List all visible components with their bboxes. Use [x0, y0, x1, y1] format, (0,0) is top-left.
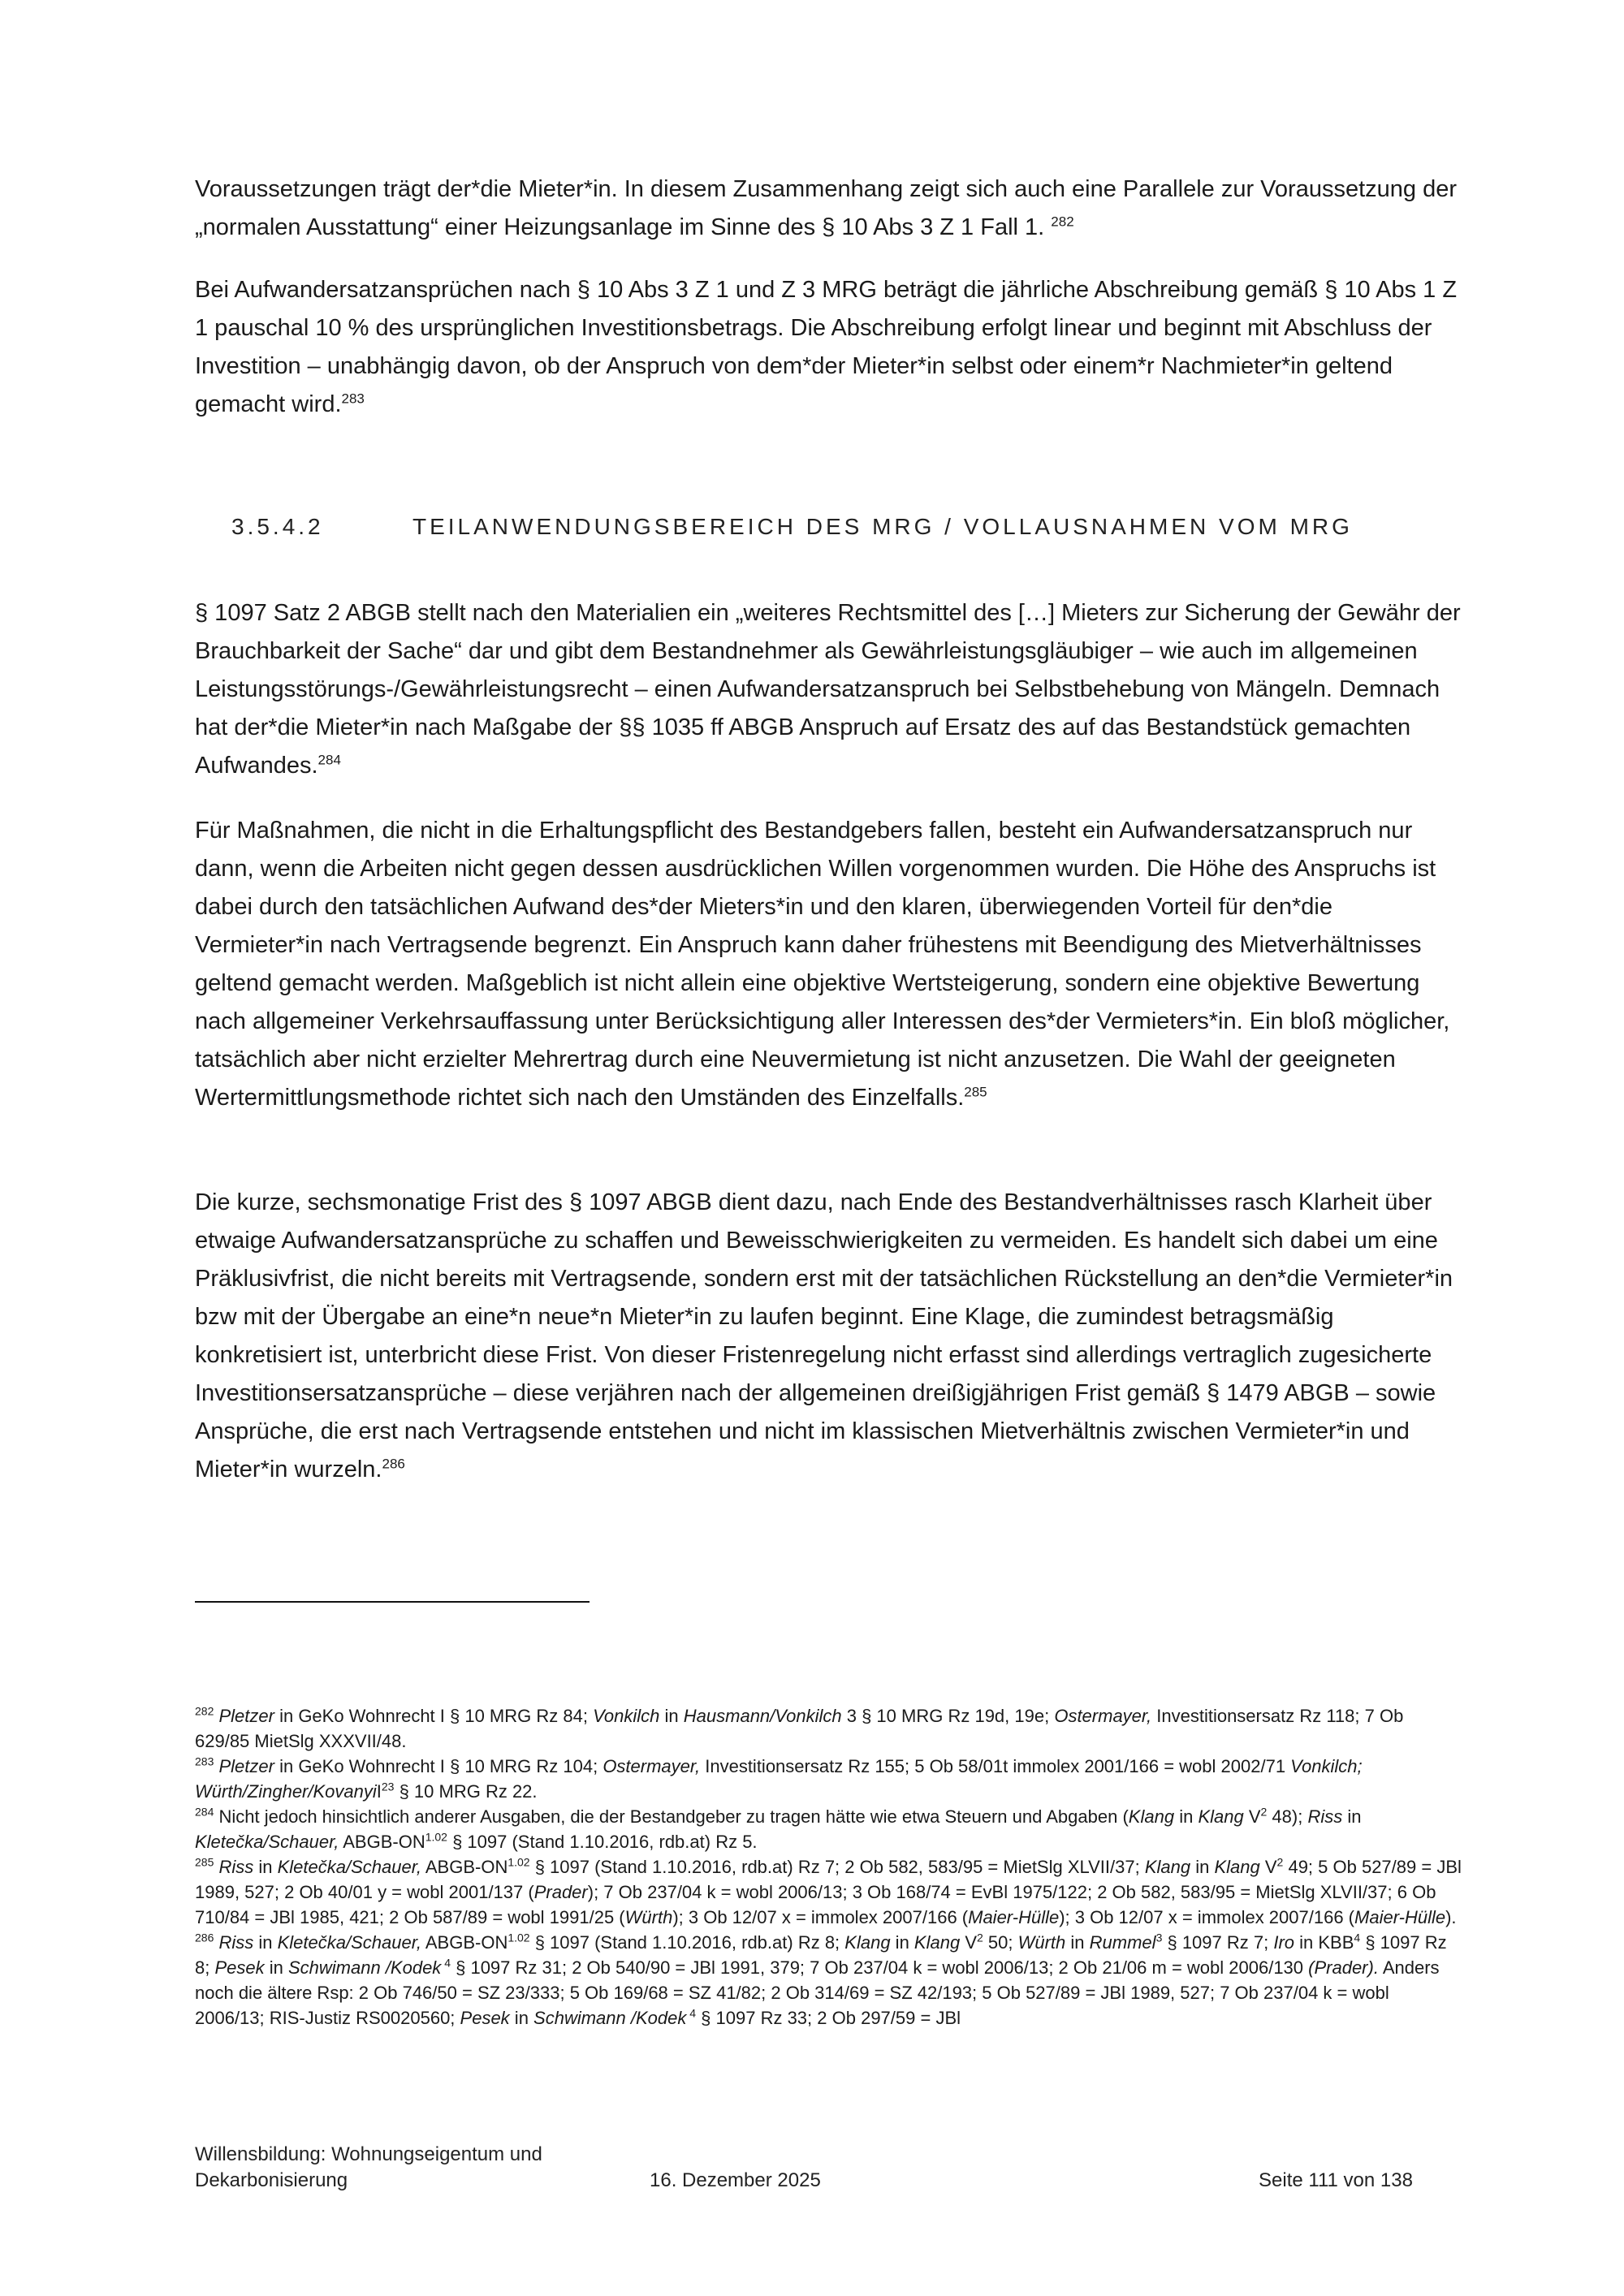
author: Klang: [1128, 1806, 1175, 1827]
citation-text: § 1097 (Stand 1.10.2016, rdb.at) Rz 7; 2 Ob 582, 583/95 = MietSlg XLVII/37;: [529, 1857, 1145, 1877]
citation-text: Investitionsersatz Rz 118; 7 Ob 629/85 MietSlg XXXVII/48.: [195, 1706, 1404, 1751]
citation-text: 48);: [1267, 1806, 1308, 1827]
author: Riss: [218, 1857, 254, 1877]
footnote-283: [195, 1754, 1462, 1804]
author: Klang: [844, 1932, 891, 1953]
work-title: Schwimann /Kodek: [533, 2008, 687, 2028]
author: Maier-Hülle: [1354, 1907, 1446, 1927]
citation-text: § 1097 Rz 7;: [1162, 1932, 1274, 1953]
paragraph-text: Bei Aufwandersatzansprüchen nach § 10 Abs 3 Z 1 und Z 3 MRG beträgt die jährliche Abschreibung gemäß § 10 Abs 1 Z 1 pauschal 10 % des ursprünglichen Investitionsbetrags. Die Abschreibung erfolgt linear und beginnt mit Abschluss der Investition – unabhängig davon, ob der Anspruch von dem*der Mieter*in selbst oder einem*r Nachmieter*in geltend gemacht wird.: [195, 277, 1458, 417]
footnote-ref[interactable]: 286: [382, 1456, 405, 1472]
citation-text: in: [253, 1932, 278, 1953]
footnotes: [195, 1703, 1462, 2031]
section-title: TEILANWENDUNGSBEREICH DES MRG / VOLLAUSNAHMEN VOM MRG: [412, 514, 1353, 539]
citation-text: § 1097 (Stand 1.10.2016, rdb.at) Rz 5.: [447, 1832, 758, 1852]
paragraph-2: [195, 271, 1462, 424]
footer-document-title: [195, 2142, 542, 2194]
paragraph-3: [195, 594, 1462, 785]
section-heading: [231, 514, 1449, 540]
citation-text: Anders noch die ältere Rsp: 2 Ob 746/50 = SZ 23/333; 5 Ob 169/68 = SZ 41/82; 2 Ob 314/69 = SZ 42/193; 5 Ob 527/89 = JBl 1989, 527; 7 Ob 237/04 k = wobl 2006/13; RIS-Justiz RS0020560;: [195, 1957, 1440, 2028]
paragraph-text: § 1097 Satz 2 ABGB stellt nach den Materialien ein „weiteres Rechtsmittel des […] Mieters zur Sicherung der Gewähr der Brauchbarkeit der Sache“ dar und gibt dem Bestandnehmer als Gewährleistungsgläubiger – wie auch im allgemeinen Leistungsstörungs-/Gewährleistungsrecht – einen Aufwandersatzanspruch bei Selbstbehebung von Mängeln. Demnach hat der*die Mieter*in nach Maßgabe der §§ 1035 ff ABGB Anspruch auf Ersatz des auf das Bestandstück gemachten Aufwandes.: [195, 600, 1461, 779]
footnote-284: [195, 1804, 1462, 1854]
citation-text: 50;: [983, 1932, 1018, 1953]
citation-text: V: [1259, 1857, 1277, 1877]
footnote-ref[interactable]: 284: [317, 752, 341, 768]
paragraph-4: [195, 812, 1462, 1117]
author: Pletzer: [218, 1756, 274, 1776]
author: Pesek: [214, 1957, 265, 1978]
author: Riss: [1307, 1806, 1343, 1827]
paragraph-text: Voraussetzungen trägt der*die Mieter*in. In diesem Zusammenhang zeigt sich auch eine Parallele zur Voraussetzung der „normalen Ausstattung“ einer Heizungsanlage im Sinne des § 10 Abs 3 Z 1 Fall 1.: [195, 176, 1457, 240]
footnote-ref[interactable]: 283: [341, 391, 365, 407]
citation-text: in GeKo Wohnrecht I § 10 MRG Rz 104;: [274, 1756, 603, 1776]
citation-text: in KBB: [1294, 1932, 1354, 1953]
work-title: Rummel: [1089, 1932, 1156, 1953]
citation-text: § 1097 Rz 33; 2 Ob 297/59 = JBl: [696, 2008, 961, 2028]
citation-text: ).: [1445, 1907, 1457, 1927]
citation-text: in: [1190, 1857, 1215, 1877]
author: Vonkilch; Würth/Zingher/Kovanyi: [195, 1756, 1363, 1802]
citation-text: § 1097 (Stand 1.10.2016, rdb.at) Rz 8;: [529, 1932, 845, 1953]
citation-text: V: [1243, 1806, 1261, 1827]
author: Prader: [533, 1882, 588, 1902]
citation-text: ABGB-ON: [339, 1832, 425, 1852]
footer-title-line: Dekarbonisierung: [195, 2169, 348, 2191]
section-number: 3.5.4.2: [231, 514, 324, 539]
author: Klang: [1144, 1857, 1191, 1877]
footnote-number: 286: [195, 1931, 214, 1944]
paragraph-text: Die kurze, sechsmonatige Frist des § 1097 ABGB dient dazu, nach Ende des Bestandverhältnisses rasch Klarheit über etwaige Aufwandersatzansprüche zu schaffen und Beweisschwierigkeiten zu vermeiden. Es handelt sich dabei um eine Präklusivfrist, die nicht bereits mit Vertragsende, sondern erst mit der tatsächlichen Rückstellung an den*die Vermieter*in bzw mit der Übergabe an eine*n neue*n Mieter*in zu laufen beginnt. Eine Klage, die zumindest betragsmäßig konkretisiert ist, unterbricht diese Frist. Von dieser Fristenregelung nicht erfasst sind allerdings vertraglich zugesicherte Investitionsersatzansprüche – diese verjähren nach der allgemeinen dreißigjährigen Frist gemäß § 1479 ABGB – sowie Ansprüche, die erst nach Vertragsende entstehen und nicht im klassischen Mietverhältnis zwischen Vermieter*in und Mieter*in wurzeln.: [195, 1189, 1453, 1482]
footer-title-line: Willensbildung: Wohnungseigentum und: [195, 2143, 542, 2165]
citation-text: § 1097 Rz 8;: [195, 1932, 1447, 1978]
edition-mark: 2: [977, 1931, 983, 1944]
author: Maier-Hülle: [968, 1907, 1060, 1927]
citation-text: § 1097 Rz 31; 2 Ob 540/90 = JBl 1991, 379; 7 Ob 237/04 k = wobl 2006/13; 2 Ob 21/06 m = wobl 2006/130: [451, 1957, 1309, 1978]
citation-text: ABGB-ON: [421, 1932, 508, 1953]
footnote-separator: [195, 1601, 590, 1603]
footnote-285: [195, 1854, 1462, 1930]
paragraph-1: [195, 170, 1462, 247]
work-title: Kletečka/Schauer,: [195, 1832, 339, 1852]
author: Pletzer: [218, 1706, 274, 1726]
footnote-number: 282: [195, 1704, 214, 1718]
citation-text: in: [890, 1932, 914, 1953]
edition-mark: 1.02: [508, 1855, 530, 1869]
footnote-number: 283: [195, 1754, 214, 1768]
citation-text: ); 7 Ob 237/04 k = wobl 2006/13; 3 Ob 168/74 = EvBl 1975/122; 2 Ob 582, 583/95 = MietSlg XLVII/37; 6 Ob 710/84 = JBl 1985, 421; 2 Ob 587/89 = wobl 1991/25 (: [195, 1882, 1436, 1927]
edition-mark: 2: [1260, 1805, 1268, 1819]
citation-text: ABGB-ON: [421, 1857, 508, 1877]
work-title: Klang: [1214, 1857, 1260, 1877]
footnote-ref[interactable]: 285: [964, 1084, 987, 1100]
citation-text: 49; 5 Ob 527/89 = JBl 1989, 527; 2 Ob 40/01 y = wobl 2001/137 (: [195, 1857, 1462, 1902]
footnote-282: [195, 1703, 1462, 1754]
citation-text: in: [264, 1957, 288, 1978]
edition-mark: 23: [381, 1780, 395, 1793]
edition-mark: 4: [1354, 1931, 1361, 1944]
author: (Prader).: [1308, 1957, 1379, 1978]
edition-mark: 2: [1276, 1855, 1284, 1869]
citation-text: in: [253, 1857, 278, 1877]
citation-text: 3 § 10 MRG Rz 19d, 19e;: [841, 1706, 1055, 1726]
edition-mark: 4: [441, 1956, 451, 1970]
citation-text: Investitionsersatz Rz 155; 5 Ob 58/01t immolex 2001/166 = wobl 2002/71: [700, 1756, 1291, 1776]
edition-mark: 1.02: [508, 1931, 530, 1944]
author: Iro: [1273, 1932, 1295, 1953]
edition-mark: 1.02: [425, 1830, 447, 1844]
author: Würth: [1017, 1932, 1066, 1953]
citation-text: § 10 MRG Rz 22.: [394, 1781, 538, 1802]
citation-text: ); 3 Ob 12/07 x = immolex 2007/166 (: [1059, 1907, 1355, 1927]
citation-text: in: [509, 2008, 534, 2028]
work-title: Klang: [914, 1932, 961, 1953]
work-title: Klang: [1198, 1806, 1244, 1827]
footnote-286: [195, 1930, 1462, 2031]
footnote-number: 284: [195, 1805, 214, 1819]
footnote-number: 285: [195, 1855, 214, 1869]
edition-mark: 3: [1155, 1931, 1163, 1944]
author: Würth: [624, 1907, 673, 1927]
footer-date: 16. Dezember 2025: [650, 2169, 821, 2191]
citation-text: ); 3 Ob 12/07 x = immolex 2007/166 (: [672, 1907, 969, 1927]
paragraph-5: [195, 1184, 1462, 1489]
citation-text: in: [1065, 1932, 1090, 1953]
work-title: Hausmann/Vonkilch: [683, 1706, 842, 1726]
citation-text: in GeKo Wohnrecht I § 10 MRG Rz 84;: [274, 1706, 594, 1726]
citation-text: Nicht jedoch hinsichtlich anderer Ausgaben, die der Bestandgeber zu tragen hätte wie etwa Steuern und Abgaben (: [218, 1806, 1129, 1827]
footnote-ref[interactable]: 282: [1051, 214, 1074, 230]
paragraph-text: Für Maßnahmen, die nicht in die Erhaltungspflicht des Bestandgebers fallen, besteht ein Aufwandersatzanspruch nur dann, wenn die Arbeiten nicht gegen dessen ausdrücklichen Willen vorgenommen wurden. Die Höhe des Anspruchs ist dabei durch den tatsächlichen Aufwand des*der Mieters*in und den klaren, überwiegenden Vorteil für den*die Vermieter*in nach Vertragsende begrenzt. Ein Anspruch kann daher frühestens mit Beendigung des Mietverhältnisses geltend gemacht werden. Maßgeblich ist nicht allein eine objektive Wertsteigerung, sondern eine objektive Bewertung nach allgemeiner Verkehrsauffassung unter Berücksichtigung aller Interessen des*der Vermieters*in. Ein bloß möglicher, tatsächlich aber nicht erzielter Mehrertrag durch eine Neuvermietung ist nicht anzusetzen. Die Wahl der geeigneten Wertermittlungsmethode richtet sich nach den Umständen des Einzelfalls.: [195, 818, 1450, 1111]
footer-page-number: Seite 111 von 138: [1259, 2169, 1413, 2191]
citation-text: I: [376, 1781, 382, 1802]
work-title: Kletečka/Schauer,: [277, 1857, 421, 1877]
work-title: Kletečka/Schauer,: [277, 1932, 421, 1953]
work-title: Schwimann /Kodek: [287, 1957, 442, 1978]
author: Vonkilch: [593, 1706, 660, 1726]
citation-text: V: [960, 1932, 977, 1953]
edition-mark: 4: [686, 2006, 697, 2020]
author: Riss: [218, 1932, 254, 1953]
citation-text: in: [659, 1706, 684, 1726]
author: Pesek: [460, 2008, 510, 2028]
author: Ostermayer,: [1054, 1706, 1152, 1726]
citation-text: in: [1342, 1806, 1362, 1827]
citation-text: in: [1174, 1806, 1199, 1827]
author: Ostermayer,: [603, 1756, 701, 1776]
